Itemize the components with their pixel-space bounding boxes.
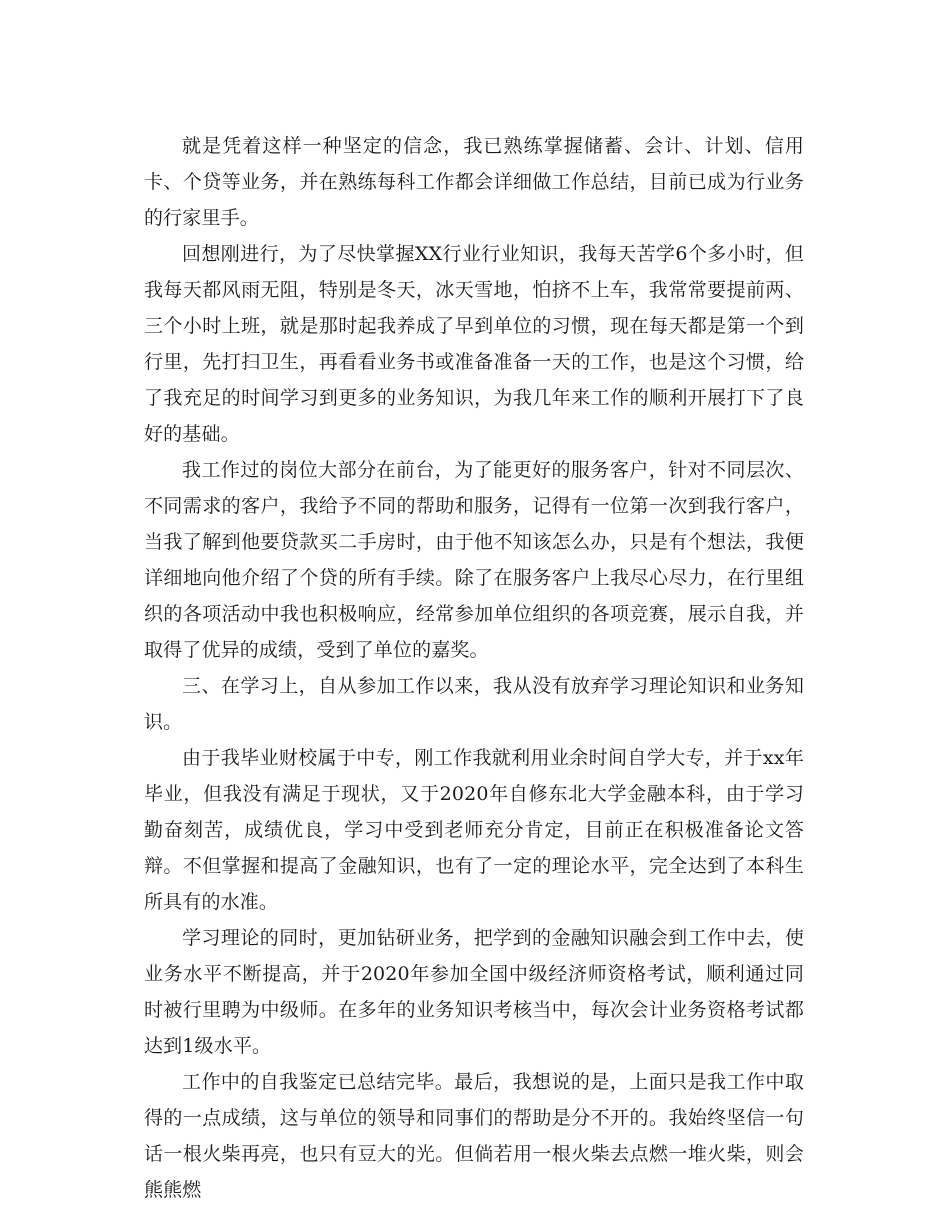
paragraph-3: 我工作过的岗位大部分在前台，为了能更好的服务客户，针对不同层次、不同需求的客户，我给予不同的帮助和服务，记得有一位第一次到我行客户，当我了解到他要贷款买二手房时，由于他不知该怎么办，只是有个想法，我便详细地向他介绍了个贷的所有手续。除了在服务客户上我尽心尽力，在行里组织的各项活动中我也积极响应，经常参加单位组织的各项竞赛，展示自我，并取得了优异的成绩，受到了单位的嘉奖。 bbox=[144, 459, 804, 661]
paragraph-5: 由于我毕业财校属于中专，刚工作我就利用业余时间自学大专，并于xx年毕业，但我没有满足于现状，又于2020年自修东北大学金融本科，由于学习勤奋刻苦，成绩优良，学习中受到老师充分肯定，目前正在积极准备论文答辩。不但掌握和提高了金融知识，也有了一定的理论水平，完全达到了本科生所具有的水准。 bbox=[144, 747, 804, 913]
paragraph-6: 学习理论的同时，更加钻研业务，把学到的金融知识融会到工作中去，使业务水平不断提高，并于2020年参加全国中级经济师资格考试，顺利通过同时被行里聘为中级师。在多年的业务知识考核当中，每次会计业务资格考试都达到1级水平。 bbox=[144, 927, 804, 1057]
paragraph-4: 三、在学习上，自从参加工作以来，我从没有放弃学习理论知识和业务知识。 bbox=[144, 675, 804, 733]
document-body bbox=[144, 128, 804, 1208]
paragraph-2: 回想刚进行，为了尽快掌握XX行业行业知识，我每天苦学6个多小时，但我每天都风雨无阻，特别是冬天，冰天雪地，怕挤不上车，我常常要提前两、三个小时上班，就是那时起我养成了早到单位的习惯，现在每天都是第一个到行里，先打扫卫生，再看看业务书或准备准备一天的工作，也是这个习惯，给了我充足的时间学习到更多的业务知识，为我几年来工作的顺利开展打下了良好的基础。 bbox=[144, 243, 804, 445]
paragraph-7: 工作中的自我鉴定已总结完毕。最后，我想说的是，上面只是我工作中取得的一点成绩，这与单位的领导和同事们的帮助是分不开的。我始终坚信一句话一根火柴再亮，也只有豆大的光。但倘若用一根火柴去点燃一堆火柴，则会熊熊燃 bbox=[144, 1071, 804, 1201]
paragraph-1: 就是凭着这样一种坚定的信念，我已熟练掌握储蓄、会计、计划、信用卡、个贷等业务，并在熟练每科工作都会详细做工作总结，目前已成为行业务的行家里手。 bbox=[144, 135, 804, 229]
